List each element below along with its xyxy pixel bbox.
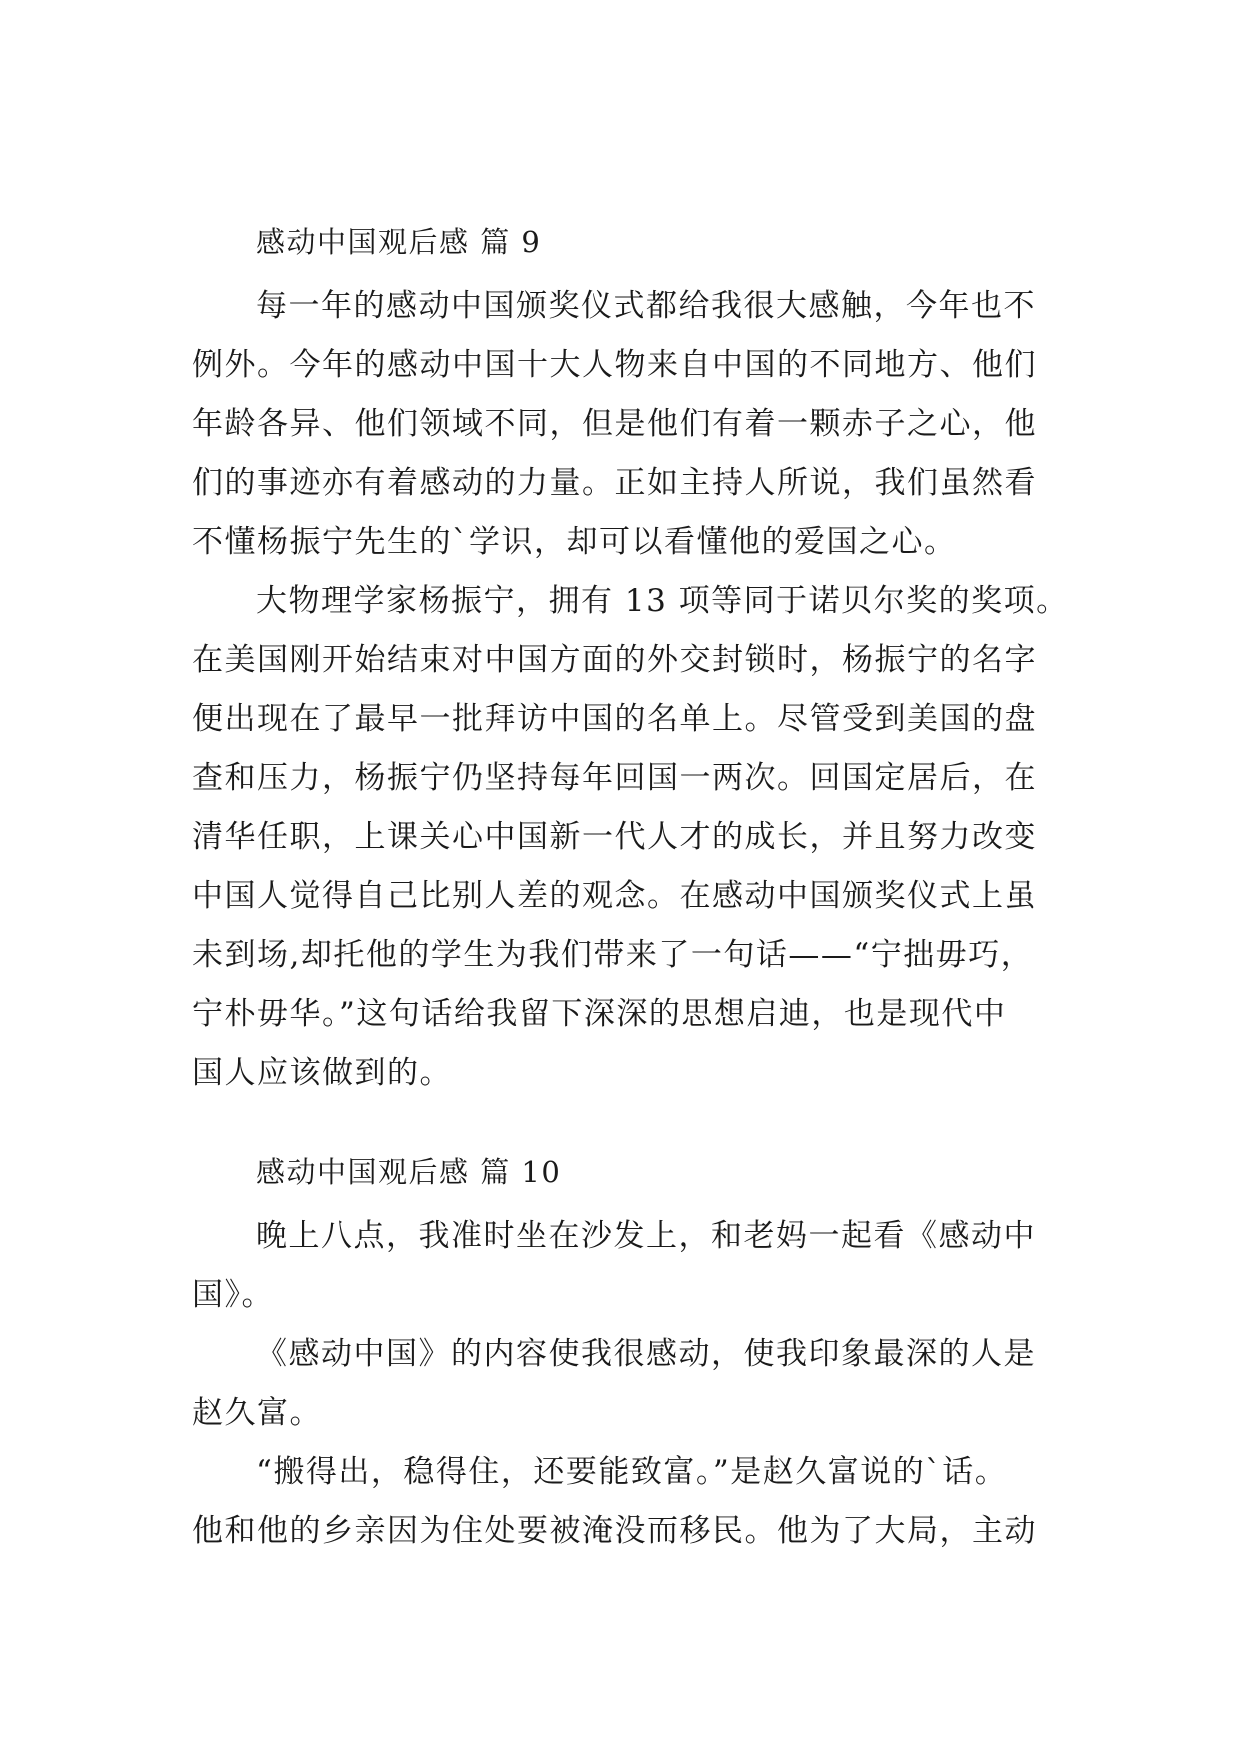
paragraph-line: 晚上八点，我准时坐在沙发上，和老妈一起看《感动中 [256, 1218, 1036, 1254]
paragraph-line: 他和他的乡亲因为住处要被淹没而移民。他为了大局，主动 [192, 1513, 1037, 1549]
paragraph-line: 未到场,却托他的学生为我们带来了一句话——“宁拙毋巧， [192, 937, 1034, 973]
paragraph-line: 查和压力，杨振宁仍坚持每年回国一两次。回国定居后，在 [192, 760, 1037, 796]
paragraph-line: 《感动中国》的内容使我很感动，使我印象最深的人是 [256, 1336, 1036, 1372]
paragraph-line: 清华任职，上课关心中国新一代人才的成长，并且努力改变 [192, 819, 1037, 855]
paragraph-line: 大物理学家杨振宁，拥有 13 项等同于诺贝尔奖的奖项。 [256, 583, 1069, 619]
paragraph-line: 国》。 [192, 1277, 274, 1313]
paragraph-line: 赵久富。 [192, 1395, 322, 1431]
paragraph-line: 例外。今年的感动中国十大人物来自中国的不同地方、他们 [192, 347, 1037, 383]
paragraph-line: 宁朴毋华。”这句话给我留下深深的思想启迪，也是现代中 [192, 996, 1007, 1032]
paragraph-line: 们的事迹亦有着感动的力量。正如主持人所说，我们虽然看 [192, 465, 1037, 501]
paragraph-line: 中国人觉得自己比别人差的观念。在感动中国颁奖仪式上虽 [192, 878, 1037, 914]
paragraph-line: 不懂杨振宁先生的`学识，却可以看懂他的爱国之心。 [192, 524, 957, 560]
paragraph-line: 年龄各异、他们领域不同，但是他们有着一颗赤子之心，他 [192, 406, 1037, 442]
paragraph-line: 在美国刚开始结束对中国方面的外交封锁时，杨振宁的名字 [192, 642, 1037, 678]
section-title-10: 感动中国观后感 篇 10 [256, 1155, 562, 1189]
paragraph-line: 便出现在了最早一批拜访中国的名单上。尽管受到美国的盘 [192, 701, 1037, 737]
section-title-9: 感动中国观后感 篇 9 [256, 225, 542, 259]
paragraph-line: “搬得出，稳得住，还要能致富。”是赵久富说的`话。 [256, 1454, 1008, 1490]
paragraph-line: 每一年的感动中国颁奖仪式都给我很大感触，今年也不 [256, 288, 1036, 324]
paragraph-line: 国人应该做到的。 [192, 1055, 452, 1091]
